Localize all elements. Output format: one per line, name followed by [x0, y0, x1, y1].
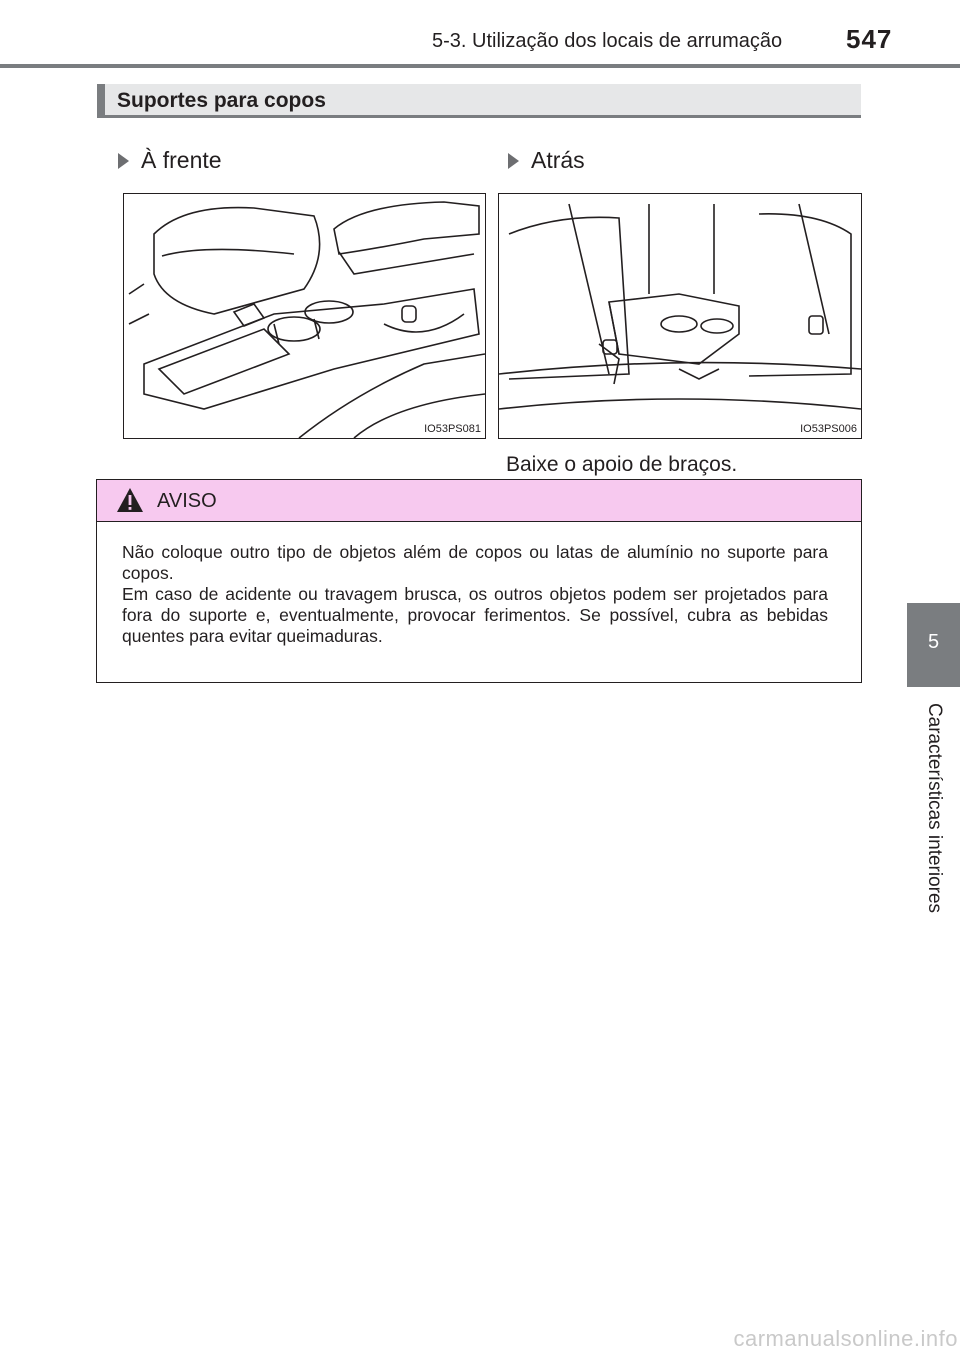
section-heading — [97, 84, 861, 118]
chapter-tab — [907, 603, 960, 687]
front-label: À frente — [141, 147, 222, 173]
warning-body — [122, 542, 828, 647]
triangle-bullet-icon — [118, 153, 129, 169]
warning-paragraph: Em caso de acidente ou travagem brusca, os outros objetos podem ser projetados para fora do suporte e, eventualmente, provocar ferimentos. Se possível, cubra as bebidas quentes para evitar queimaduras. — [122, 584, 828, 646]
front-console-illustration — [124, 194, 485, 438]
header-section-title: 5-3. Utilização dos locais de arrumação — [432, 30, 783, 52]
chapter-title: Características interiores — [924, 702, 945, 914]
rear-subheading — [508, 147, 585, 174]
page-number: 547 — [846, 24, 893, 54]
warning-title: AVISO — [157, 490, 217, 512]
watermark: carmanualsonline.info — [733, 1326, 958, 1351]
triangle-bullet-icon — [508, 153, 519, 169]
rear-caption: Baixe o apoio de braços. — [506, 453, 738, 476]
front-figure-code: IO53PS081 — [424, 423, 481, 435]
section-title: Suportes para copos — [117, 89, 326, 112]
rear-cup-holder-figure — [498, 193, 862, 439]
warning-triangle-icon — [115, 486, 145, 514]
rear-label: Atrás — [531, 147, 585, 173]
warning-header — [97, 480, 861, 522]
front-subheading — [118, 147, 222, 174]
warning-box — [96, 479, 862, 683]
rear-armrest-illustration — [499, 194, 861, 438]
warning-paragraph: Não coloque outro tipo de objetos além de copos ou latas de alumínio no suporte para copos. — [122, 542, 828, 583]
chapter-number: 5 — [927, 631, 940, 653]
rear-figure-code: IO53PS006 — [800, 423, 857, 435]
front-cup-holder-figure — [123, 193, 486, 439]
header-divider — [0, 64, 960, 68]
